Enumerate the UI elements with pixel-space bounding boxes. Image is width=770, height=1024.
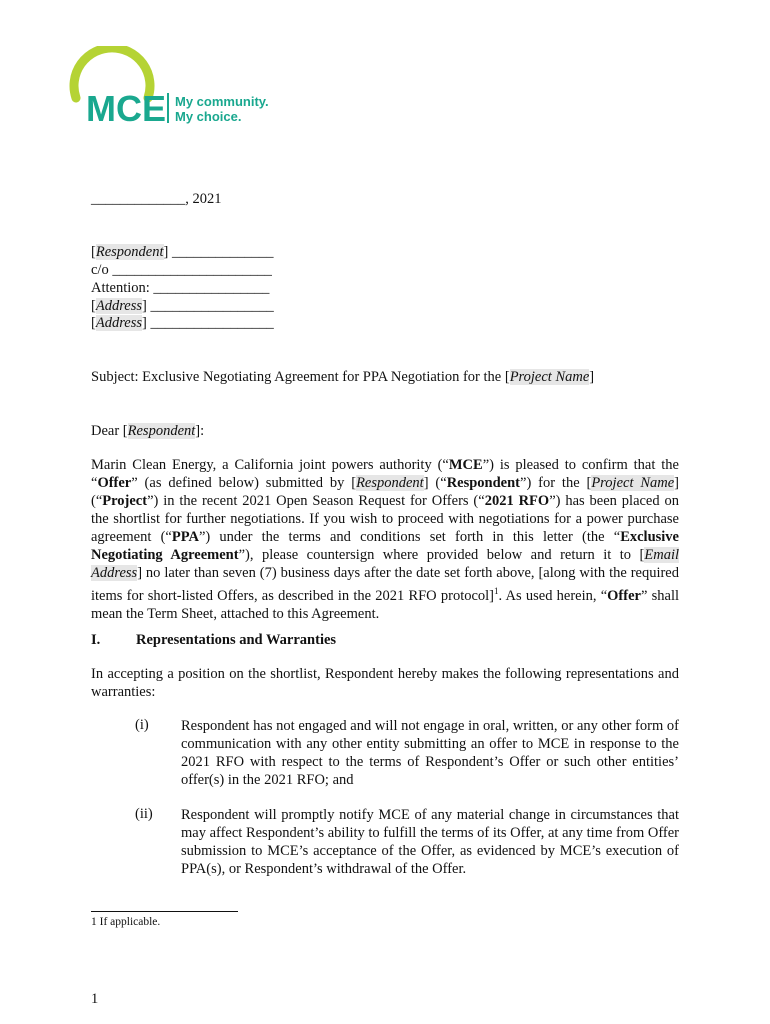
subject-line <box>91 369 594 387</box>
mce-logo-graphic <box>66 46 291 128</box>
logo-tagline-2: My choice. <box>175 109 242 124</box>
intro-respondent-field[interactable]: Respondent <box>356 475 424 491</box>
respondent-blank: ______________ <box>171 244 274 260</box>
mce-logo <box>66 46 291 128</box>
section-intro: In accepting a position on the shortlist, Respondent hereby makes the following representations and warranties: <box>91 666 679 700</box>
address-line-1: [Address] _________________ <box>91 298 274 314</box>
salutation <box>91 423 204 441</box>
list-item: Respondent has not engaged and will not engage in oral, written, or any other form of communication with any other entity submitting an offer to MCE in response to the 2021 RFO with respect to the terms of Respondent’s Offer or such other entities’ offer(s) in the 2021 RFO; and <box>181 718 679 788</box>
intro-project-field[interactable]: Project Name <box>591 475 675 491</box>
item-number: (i) <box>135 717 149 733</box>
address-attention-line: Attention: ________________ <box>91 280 270 296</box>
page-number: 1 <box>91 991 99 1007</box>
address-blank-2: _________________ <box>150 315 274 331</box>
footnote: 1 If applicable. <box>91 916 161 928</box>
item-number: (ii) <box>135 806 153 822</box>
logo-brand-text: MCE <box>86 88 166 128</box>
footnote-ref: 1 <box>494 586 499 596</box>
subject-prefix: Subject: Exclusive Negotiating Agreement for PPA Negotiation for the [ <box>91 369 510 385</box>
address-line-2: [Address] _________________ <box>91 315 274 331</box>
section-title: Representations and Warranties <box>136 632 337 648</box>
respondent-field[interactable]: Respondent <box>95 244 164 260</box>
intro-paragraph: Marin Clean Energy, a California joint powers authority (“MCE”) is pleased to confirm that the “Offer” (as defined below) submitted by [Respondent] (“Respondent”) for the [Project Name] (“Project”) in the recent 2021 Open Season Request for Offers (“2021 RFO”) has been placed on the shortlist for further negotiations. If you wish to proceed with negotiations for a power purchase agreement (“PPA”) under the terms and conditions set forth in this letter (the “Exclusive Negotiating Agreement”), please countersign where provided below and return it to [Email Address] no later than seven (7) business days after the date set forth above, [along with the required items for short-listed Offers, as described in the 2021 RFO protocol]$^1$. As used herein, “Offer” shall mean the Term Sheet, attached to this Agreement. <box>91 457 680 622</box>
address-field-1[interactable]: Address <box>95 298 143 314</box>
footnote-divider <box>91 911 238 912</box>
subject-suffix: ] <box>589 369 595 385</box>
address-blank-1: _________________ <box>150 298 274 314</box>
list-item: Respondent will promptly notify MCE of any material change in circumstances that may affect Respondent’s ability to fulfill the terms of its Offer, at any time from Offer submission to MCE’s acceptance of the Offer, as evidenced by MCE’s execution of PPA(s), or Respondent’s withdrawal of the Offer. <box>181 807 679 877</box>
subject-project-field[interactable]: Project Name <box>509 369 590 385</box>
address-co-line: c/o ______________________ <box>91 262 272 278</box>
logo-tagline-1: My community. <box>175 94 269 109</box>
address-respondent-line: [Respondent] ______________ <box>91 244 274 260</box>
address-field-2[interactable]: Address <box>95 315 143 331</box>
date-line: _____________, 2021 <box>91 191 222 207</box>
salutation-prefix: Dear [ <box>91 423 128 439</box>
salutation-respondent-field[interactable]: Respondent <box>127 423 196 439</box>
intro-email-field[interactable]: Email Address <box>91 547 680 581</box>
salutation-suffix: ]: <box>195 423 205 439</box>
section-number: I. <box>91 632 101 648</box>
